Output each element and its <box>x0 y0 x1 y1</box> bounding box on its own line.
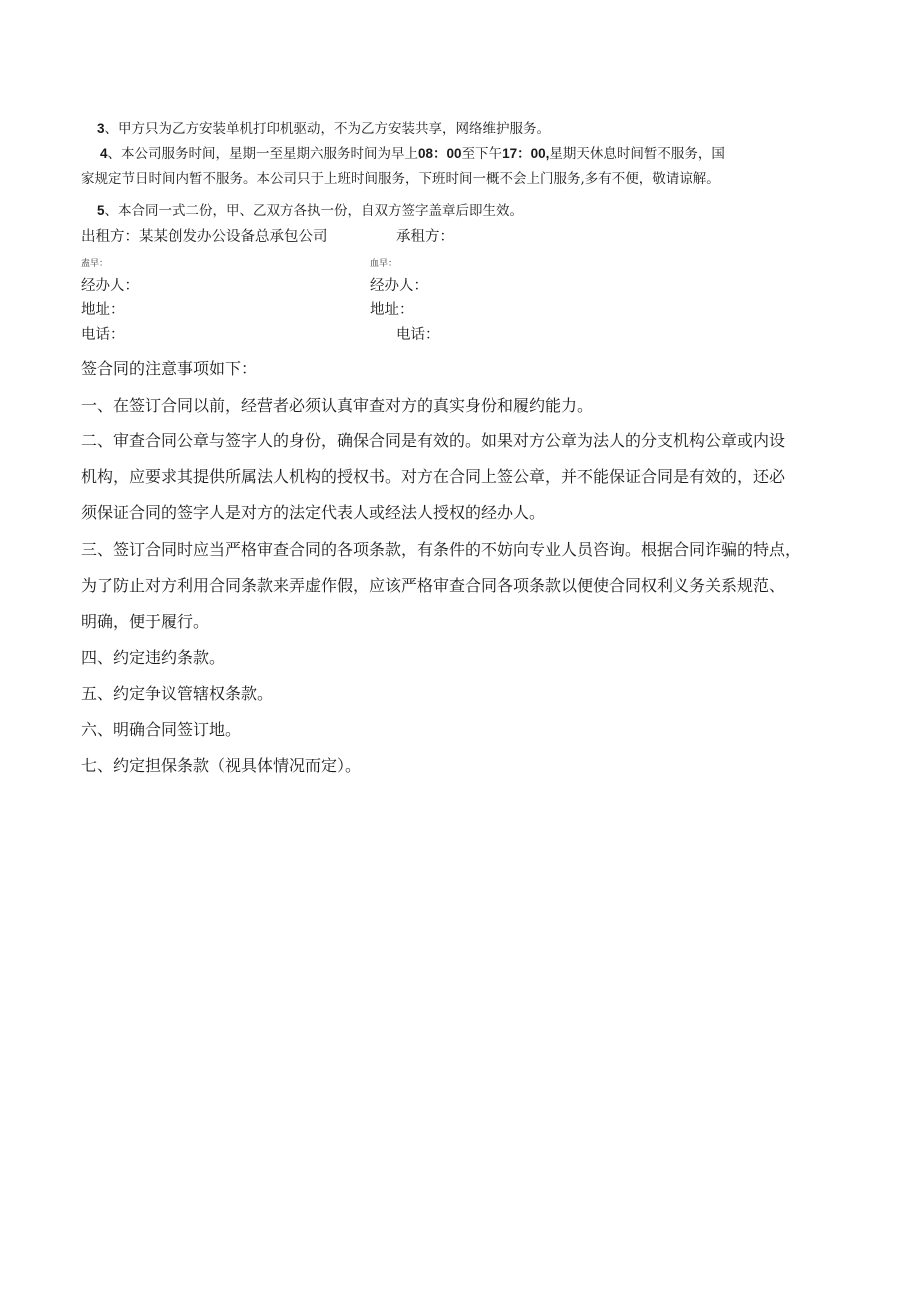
notes-item: 二、审查合同公章与签字人的身份，确保合同是有效的。如果对方公章为法人的分支机构公章或内设 <box>81 431 786 450</box>
address-left: 地址： <box>81 302 125 318</box>
clause-4-number: 4 <box>100 146 108 161</box>
notes-item: 明确，便于履行。 <box>81 612 210 631</box>
notes-item: 七、约定担保条款（视具体情况而定）。 <box>81 756 362 775</box>
clause-3-text: 、甲方只为乙方安装单机打印机驱动，不为乙方安装共享，网络维护服务。 <box>104 121 551 137</box>
notes-item: 一、在签订合同以前，经营者必须认真审查对方的真实身份和履约能力。 <box>81 396 594 415</box>
clause-3 <box>97 122 550 137</box>
notes-item: 六、明确合同签订地。 <box>81 720 242 739</box>
service-end-time: 17：00, <box>502 146 550 161</box>
clause-4-line-2: 家规定节日时间内暂不服务。本公司只于上班时间服务，下班时间一概不会上门服务,多有不便，敬请谅解。 <box>81 171 720 187</box>
seal-right: 血早： <box>370 259 398 269</box>
service-start-time: 08：00 <box>418 146 462 161</box>
agent-left: 经办人： <box>81 278 139 294</box>
lessee-label: 承租方： <box>396 229 454 245</box>
clause-4-text-b: 至下午 <box>461 146 503 162</box>
notes-item: 为了防止对方利用合同条款来弄虚作假，应该严格审查合同各项条款以便使合同权利义务关系规范、 <box>81 576 786 595</box>
phone-left: 电话： <box>81 327 125 343</box>
notes-item: 三、签订合同时应当严格审查合同的各项条款，有条件的不妨向专业人员咨询。根据合同诈骗的特点， <box>81 540 802 559</box>
notes-heading: 签合同的注意事项如下： <box>81 359 258 378</box>
clause-5-text: 、本合同一式二份，甲、乙双方各执一份，自双方签字盖章后即生效。 <box>104 203 524 219</box>
clause-3-number: 3 <box>97 121 105 136</box>
phone-right: 电话： <box>396 327 440 343</box>
lessor-label: 出租方：某某创发办公设备总承包公司 <box>81 229 328 245</box>
clause-4-text-a: 、本公司服务时间，星期一至星期六服务时间为早上 <box>107 146 419 162</box>
clause-5-number: 5 <box>97 203 105 218</box>
notes-item: 机构，应要求其提供所属法人机构的授权书。对方在合同上签公章，并不能保证合同是有效的，还必 <box>81 467 786 486</box>
seal-left: 盍早： <box>81 259 109 269</box>
notes-item: 五、约定争议管辖权条款。 <box>81 684 274 703</box>
agent-right: 经办人： <box>370 278 428 294</box>
clause-5 <box>97 204 523 219</box>
clause-4 <box>100 147 725 162</box>
notes-item: 须保证合同的签字人是对方的法定代表人或经法人授权的经办人。 <box>81 503 546 522</box>
address-right: 地址： <box>370 302 414 318</box>
clause-4-text-c: 星期天休息时间暂不服务，国 <box>549 146 725 162</box>
notes-item: 四、约定违约条款。 <box>81 648 226 667</box>
